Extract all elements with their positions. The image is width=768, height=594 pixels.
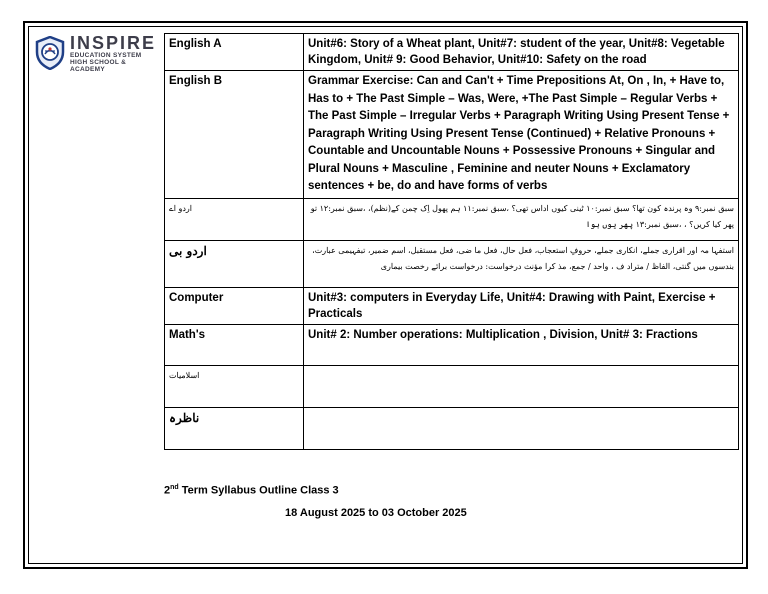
table-row	[165, 198, 739, 240]
table-row	[165, 407, 739, 449]
content-cell: Grammar Exercise: Can and Can't + Time Prepositions At, On , In, + Have to, Has to + The Past Simple – Was, Were, +The Past Simple – Regular Verbs + The Past Simple – Irregular Verbs + Paragraph Writing Using Present Tense + Paragraph Writing Using Present Tense (Continued) + Relative Pronouns + Countable and Uncountable Nouns + Possessive Pronouns + Singular and Plural Nouns + Masculine , Feminine and neuter Nouns + Exclamatory sentences + be, do and have forms of verbs	[304, 71, 739, 199]
subject-cell: English A	[165, 34, 304, 71]
content-cell: سبق نمبر:۹ وہ پرندہ کون تھا؟ سبق نمبر:۱۰ ٹینی کیوں اداس تھی؟ ،سبق نمبر:۱۱ ہم پھول اِک چمن کے(نظم)، ،سبق نمبر:۱۲ تو پھر کیا کریں؟ ، ،سبق نمبر:۱۳ پھر یوں ہوا	[304, 198, 739, 240]
school-logo	[35, 34, 160, 72]
logo-tagline-2: HIGH SCHOOL & ACADEMY	[70, 59, 127, 73]
subject-cell: اسلامیات	[165, 365, 304, 407]
subject-cell: اردو بی	[165, 240, 304, 287]
syllabus-title	[164, 484, 339, 497]
table-row	[165, 34, 739, 71]
table-row	[165, 324, 739, 365]
page-border	[23, 21, 748, 569]
table-row	[165, 71, 739, 199]
term-dates: 18 August 2025 to 03 October 2025	[285, 507, 467, 519]
content-cell: Unit#3: computers in Everyday Life, Unit#4: Drawing with Paint, Exercise + Practicals	[304, 287, 739, 324]
content-cell: Unit#6: Story of a Wheat plant, Unit#7: student of the year, Unit#8: Vegetable Kingdom, Unit# 9: Good Behavior, Unit#10: Safety on the road	[304, 34, 739, 71]
table-row	[165, 365, 739, 407]
subject-cell: ناظرہ	[165, 407, 304, 449]
subject-cell: English B	[165, 71, 304, 199]
subject-cell: Computer	[165, 287, 304, 324]
shield-crest-icon	[35, 36, 65, 70]
content-cell	[304, 407, 739, 449]
table-row	[165, 287, 739, 324]
subject-cell: Math's	[165, 324, 304, 365]
content-cell: Unit# 2: Number operations: Multiplication , Division, Unit# 3: Fractions	[304, 324, 739, 365]
logo-name: INSPIRE	[70, 33, 157, 53]
logo-tagline-1: EDUCATION SYSTEM	[70, 52, 142, 59]
table-row	[165, 240, 739, 287]
title-prefix: 2	[164, 484, 171, 497]
content-cell	[304, 365, 739, 407]
title-rest: Term Syllabus Outline Class 3	[178, 484, 339, 497]
syllabus-table	[164, 33, 739, 450]
content-cell: استفہا مہ اور اقراری جملے، انکاری جملے، حروفِ استعجاب، فعل حال، فعل ما ضی، فعل مستقبل، اسم ضمیر، تبفہیمی عبارت، بندسوں میں گنتی، الفاظ / متراد ف ، واحد / جمع، مذ کرا مؤنث درخواست: درخواست برائے رخصت بیماری	[304, 240, 739, 287]
subject-cell: اردو اے	[165, 198, 304, 240]
title-superscript: nd	[170, 484, 179, 491]
